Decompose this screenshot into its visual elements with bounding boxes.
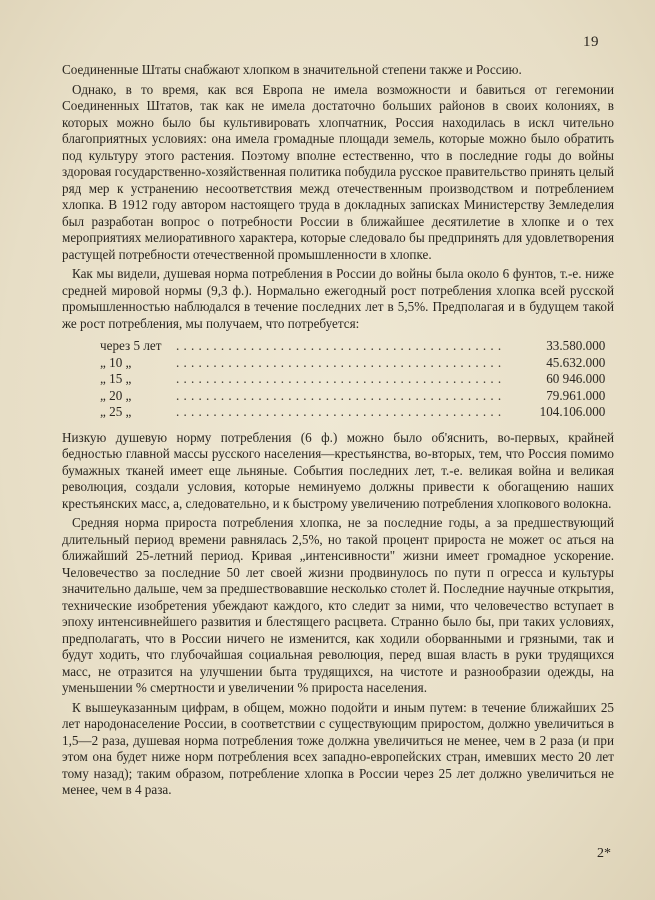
projection-row bbox=[100, 388, 614, 405]
projection-period: „ 15 „ bbox=[100, 371, 132, 386]
projection-amount: 79.961.000 bbox=[546, 387, 606, 403]
projection-amount: 60 946.000 bbox=[546, 371, 606, 386]
page-number: 19 bbox=[583, 34, 599, 50]
projection-amount: 45.632.000 bbox=[546, 354, 606, 370]
projection-row bbox=[100, 338, 614, 355]
projection-period: „ 20 „ bbox=[100, 387, 132, 403]
paragraph-4: Низкую душевую норму потребления (6 ф.) можно было об'яснить, во-первых, крайней бедностью главной массы русского населения—крестьянства, во-вторых, тем, что Россия помимо бумажных тканей имеет еще льняные. События последних лет, т.-е. великая война и великая революция, создали условия, которые неминуемо должны привести к обогащению наших крестьянских масс, а, следовательно, и к быстрому увеличению потребления хлопкового волокна. bbox=[62, 429, 614, 511]
body-text bbox=[62, 62, 614, 799]
dot-leader: ............................................ bbox=[176, 354, 506, 370]
paragraph-1: Соединенные Штаты снабжают хлопком в значительной степени также и Россию. bbox=[62, 62, 522, 77]
printer-signature-mark: 2* bbox=[597, 846, 611, 861]
projection-row bbox=[100, 355, 614, 372]
paragraph-6: К вышеуказанным цифрам, в общем, можно подойти и иным путем: в течение ближайших 25 лет народонаселение России, в соответствии с существующим приростом, должно увеличиться в 1,5—2 раза, душевая норма потребления тоже должна увеличиться не менее, чем в 2 раза (и при этом она будет ниже норм потребления всех западно-европейских стран, имевших место 20 лет тому назад); таким образом, потребление хлопка в России через 25 лет должно увеличиться не менее, чем в 4 раза. bbox=[62, 699, 614, 797]
dot-leader: ............................................ bbox=[176, 404, 506, 419]
dot-leader: ............................................ bbox=[176, 338, 506, 353]
projection-period: через 5 лет bbox=[100, 338, 162, 353]
projection-period: „ 10 „ bbox=[100, 354, 132, 370]
projection-amount: 104.106.000 bbox=[539, 404, 606, 419]
projection-amount: 33.580.000 bbox=[546, 338, 606, 353]
projection-row bbox=[100, 404, 614, 421]
projection-row bbox=[100, 371, 614, 388]
paragraph-5: Средняя норма прироста потребления хлопка, не за последние годы, а за предшествующий длительный период времени равнялась 2,5%, но такой процент прироста не может ос аться на ближайший 25-летний период. Кривая „интенсивности" жизни имеет громадное ускорение. Человечество за последние 50 лет своей жизни продвинулось по пути п огресса и культуры значительно дальше, чем за предшествовавшие несколько столет й. Последние научные открытия, технические изобретения убеждают каждого, кто следит за ними, что человечество вступает в эпоху интенсивнейшего развития и блестящего расцвета. Странно было бы, при таких условиях, предполагать, что в России ничего не изменится, как ходили оборванными и грязными, так и будут ходить, что глубочайшая социальная революция, перед вшая власть в руки трудящихся масс, не отразится на улучшении быта трудящихся, на чистоте и разнообразии одежды, на уменьшении % смертности и увеличении % прироста населения. bbox=[62, 515, 614, 695]
projection-period: „ 25 „ bbox=[100, 404, 132, 419]
dot-leader: ............................................ bbox=[176, 387, 506, 403]
paragraph-2: Однако, в то время, как вся Европа не имела возможности и бавиться от гегемонии Соединенных Штатов, так как не имела достаточно больших районов в своих колониях, в которых можно было бы культивировать хлопчатник, Россия находилась в искл чительно благоприятных условиях: она имела громадные площади земель, которые можно было обратить под культуру этого растения. Поэтому вполне естественно, что в последние годы до войны здоровая государственно-хозяйственная политика побудила русское правительство принять целый ряд мер к устранению несоответствия межд отечественным производством и потреблением хлопка. В 1912 году автором настоящего труда в докладных записках Министерству Земледелия был разработан вопрос о потребности России в ближайшее десятилетие в хлопке и о тех мероприятиях мелиоративного характера, которые следовало бы предпринять для удовлетворения растущей потребности отечественной промышленности в хлопке. bbox=[62, 81, 614, 262]
consumption-projection-list bbox=[62, 338, 614, 421]
paragraph-3: Как мы видели, душевая норма потребления в России до войны была около 6 фунтов, т.-е. ниже средней мировой нормы (9,3 ф.). Нормально ежегодный рост потребления хлопка всей русской промышленностью наблюдался в течение последних лет в 5,5%. Предполагая и в будущем такой же рост потребления, мы получаем, что потребуется: bbox=[62, 266, 614, 331]
dot-leader: ............................................ bbox=[176, 371, 506, 386]
